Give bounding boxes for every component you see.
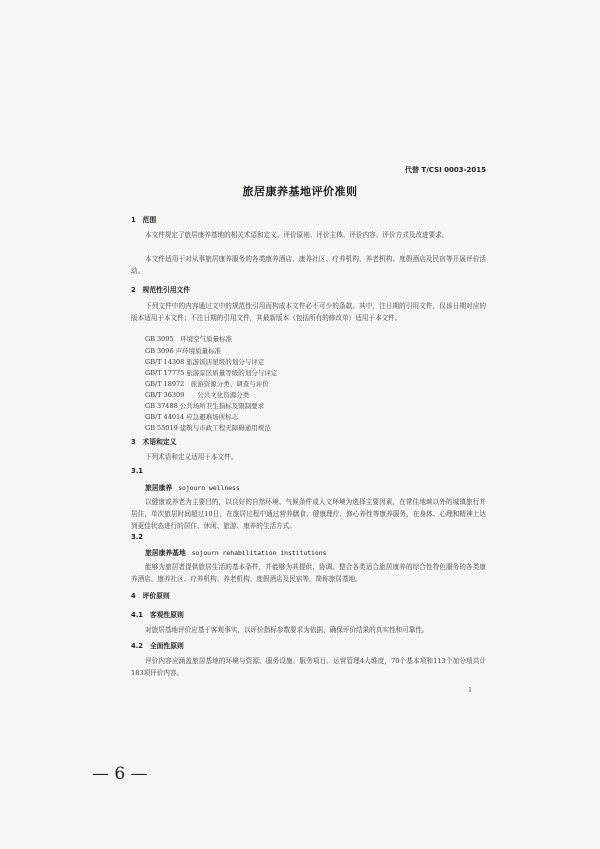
reference-item: GB 55019 建筑与市政工程无障碍通用规范: [145, 424, 271, 432]
section-4-1-heading: 4.1 客观性原则: [131, 611, 184, 619]
reference-item: GB/T 17775 旅游景区质量等级的划分与评定: [145, 369, 278, 377]
section-2-heading: 2 规范性引用文件: [131, 286, 191, 294]
term-3-1-chinese: 旅居康养: [145, 484, 173, 492]
section-4-2-paragraph: 评价内容应涵盖旅居基地的环境与资源、服务设施、服务项目、运营管理4大维度，70个基本项和113个加分项共计183项评价内容。: [131, 657, 486, 677]
term-3-1-number: 3.1: [131, 467, 144, 475]
term-3-1-heading: [145, 482, 240, 492]
term-3-2-english: sojourn rehabilitation institutions: [191, 549, 327, 557]
reference-item: GB 3096 声环境质量标准: [145, 347, 222, 355]
section-3-heading: 3 术语和定义: [131, 438, 177, 446]
section-2-paragraph: 下列文件中的内容通过文中的规范性引用而构成本文件必不可少的条款。其中，注日期的引用文件，仅该日期对应的版本适用于本文件；不注日期的引用文件，其最新版本（包括所有的修改单）适用于本文件。: [131, 302, 486, 322]
reference-item: GB/T 14308 旅游饭店星级的划分与评定: [145, 358, 265, 366]
footer-page-number: — 6 —: [92, 764, 148, 784]
section-1-paragraph-1: 本文件规定了旅居康养基地的相关术语和定义、评价原则、评价主体、评价内容、评价方式及改进要求。: [145, 231, 449, 239]
section-1-paragraph-2: 本文件适用于对从事旅居康养服务的各类康养酒店、康养社区、疗养机构、养老机构、度假酒店及民宿等开展评价活动。: [131, 255, 486, 275]
section-1-heading: 1 范围: [131, 216, 157, 224]
section-4-2-heading: 4.2 全面性原则: [131, 642, 184, 650]
section-4-heading: 4 评价原则: [131, 592, 170, 600]
term-3-2-number: 3.2: [131, 533, 144, 541]
reference-item: GB/T 36309 公共文化资源分类: [145, 391, 250, 399]
reference-item: GB/T 18972 旅游资源分类、调查与评价: [145, 380, 269, 388]
reference-item: GB/T 44014 应急避难场所标志: [145, 413, 239, 421]
document-code: 代替 T/CSI 0003-2015: [405, 166, 486, 174]
section-3-paragraph: 下列术语和定义适用于本文件。: [145, 453, 238, 461]
document-title: 旅居康养基地评价准则: [242, 185, 358, 198]
section-4-1-paragraph: 对旅居基地评价应基于客观事实，以评价指标参数要求为依据，确保评价结果的真实性和可靠性。: [145, 626, 429, 634]
reference-item: GB 3095 环境空气质量标准: [145, 335, 233, 343]
term-3-1-english: sojourn wellness: [178, 484, 240, 492]
term-3-1-definition: 以健康或养老为主要目的，以良好的自然环境、气候条件或人文环境为选择主要因素，在常住地域以外的城镇旅行并居住，单次旅居时间超过10日，在旅居过程中通过营养膳食、健康理疗、修心养性等康养服务，在身体、心理和精神上达到更佳状态进行的居住、休闲、旅游、康养的生活方式。: [131, 498, 486, 530]
page-number: 1: [468, 686, 473, 694]
term-3-2-definition: 能够为旅居者提供旅居生活的基本条件，并能够为其提供、协调、整合各类适合旅居康养的综合性特色服务的各类康养酒店、康养社区、疗养机构、养老机构、度假酒店及民宿等，简称旅居基地。: [131, 563, 486, 583]
term-3-2-heading: [145, 547, 326, 557]
term-3-2-chinese: 旅居康养基地: [145, 549, 186, 557]
reference-item: GB 37488 公共场所卫生指标及限制要求: [145, 402, 265, 410]
